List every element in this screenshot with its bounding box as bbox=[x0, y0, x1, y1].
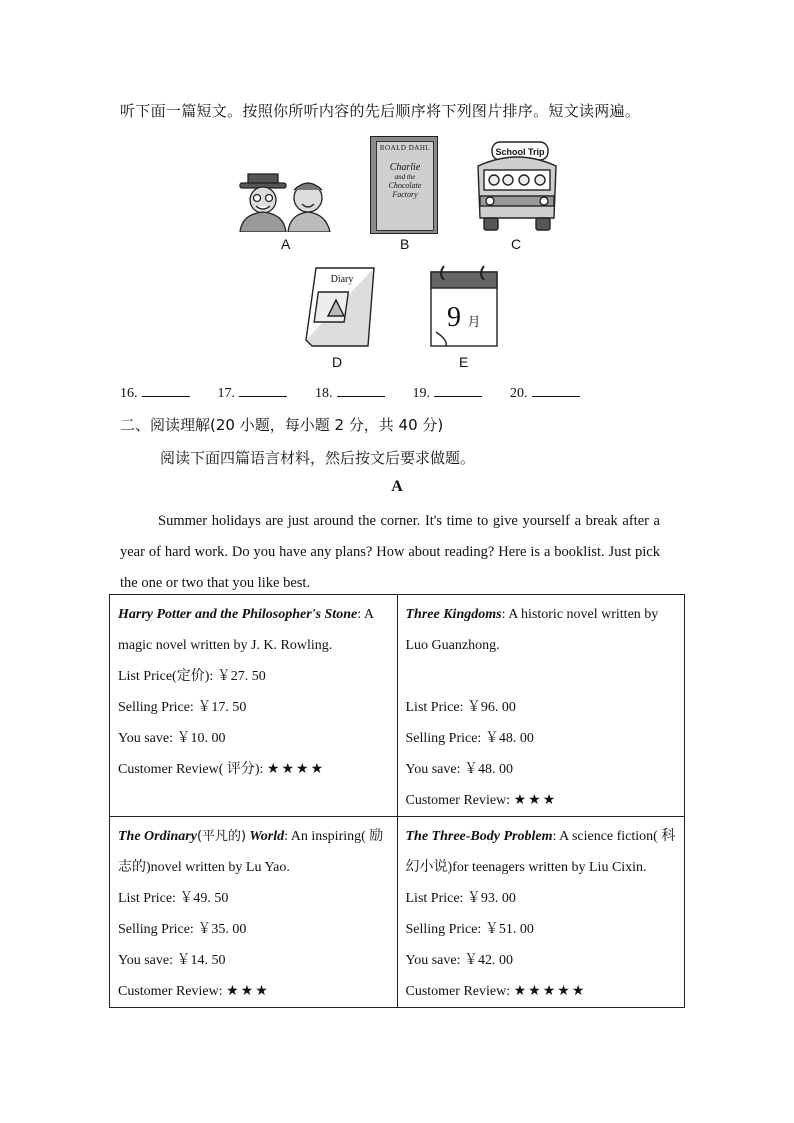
book-description: : An inspiring( 励志的)novel written by Lu Yao. bbox=[118, 829, 384, 875]
picture-label-a: A bbox=[281, 236, 291, 252]
you-save: You save: ￥48. 00 bbox=[405, 762, 513, 777]
book-title: The Ordinary bbox=[118, 829, 197, 844]
customer-review-label: Customer Review: bbox=[118, 984, 223, 999]
answer-blank[interactable]: 19. bbox=[413, 384, 483, 402]
book-title: Harry Potter and the Philosopher's Stone bbox=[118, 607, 358, 622]
book-title-chinese: (平凡的) bbox=[196, 829, 247, 844]
book-author: ROALD DAHL bbox=[379, 144, 431, 152]
list-price: List Price(定价): ￥27. 50 bbox=[118, 669, 266, 684]
book-cell bbox=[110, 817, 398, 1008]
list-price: List Price: ￥49. 50 bbox=[118, 891, 229, 906]
section-heading: 二、阅读理解(20 小题，每小题 2 分，共 40 分) bbox=[120, 416, 444, 434]
customer-review-label: Customer Review( 评分): bbox=[118, 762, 264, 777]
book-title-end: World bbox=[246, 829, 285, 844]
book-description: : A science fiction( 科幻小说)for teenagers written by Liu Cixin. bbox=[405, 829, 676, 875]
book-title-line-4: Factory bbox=[392, 190, 418, 199]
picture-label-d: D bbox=[332, 354, 343, 370]
bus-sign-text: School Trip bbox=[495, 147, 545, 157]
book-title-line-3: Chocolate bbox=[388, 181, 422, 190]
picture-label-e: E bbox=[459, 354, 469, 370]
selling-price: Selling Price: ￥48. 00 bbox=[405, 731, 534, 746]
picture-label-b: B bbox=[400, 236, 410, 252]
selling-price: Selling Price: ￥51. 00 bbox=[405, 922, 534, 937]
booklist-table bbox=[109, 594, 685, 1008]
answer-blank[interactable]: 20. bbox=[510, 384, 580, 402]
book-cell bbox=[110, 595, 398, 817]
book-cell bbox=[397, 817, 685, 1008]
list-price: List Price: ￥96. 00 bbox=[405, 700, 516, 715]
book-cover-picture bbox=[370, 136, 438, 234]
book-description: : A historic novel written by Luo Guanzhong. bbox=[405, 607, 659, 653]
book-title: The Three-Body Problem bbox=[405, 829, 553, 844]
picture-label-c: C bbox=[511, 236, 522, 252]
section-subheading: 阅读下面四篇语言材料，然后按文后要求做题。 bbox=[160, 449, 476, 467]
answer-blank[interactable]: 18. bbox=[315, 384, 385, 402]
list-price: List Price: ￥93. 00 bbox=[405, 891, 516, 906]
rating-stars: ★★★★ bbox=[266, 761, 326, 777]
book-cell bbox=[397, 595, 685, 817]
book-title-line-1: Charlie bbox=[389, 162, 421, 173]
book-description: : A magic novel written by J. K. Rowling. bbox=[118, 607, 374, 653]
rating-stars: ★★★★★ bbox=[513, 983, 587, 999]
passage-title: A bbox=[391, 478, 403, 495]
rating-stars: ★★★ bbox=[226, 983, 270, 999]
you-save: You save: ￥10. 00 bbox=[118, 731, 226, 746]
elderly-couple-picture bbox=[236, 168, 336, 232]
answer-blank[interactable]: 16. bbox=[120, 384, 190, 402]
calendar-month-unit: 月 bbox=[467, 315, 481, 330]
customer-review-label: Customer Review: bbox=[405, 984, 511, 999]
diary-cover-text: Diary bbox=[330, 274, 354, 285]
selling-price: Selling Price: ￥17. 50 bbox=[118, 700, 247, 715]
customer-review-label: Customer Review: bbox=[405, 793, 511, 808]
selling-price: Selling Price: ￥35. 00 bbox=[118, 922, 247, 937]
listening-instruction: 听下面一篇短文。按照你所听内容的先后顺序将下列图片排序。短文读两遍。 bbox=[120, 102, 641, 120]
school-bus-picture bbox=[474, 140, 560, 232]
you-save: You save: ￥14. 50 bbox=[118, 953, 226, 968]
book-title-line-2: and the bbox=[394, 173, 416, 181]
calendar-picture bbox=[428, 262, 500, 350]
diary-picture bbox=[302, 266, 376, 348]
rating-stars: ★★★ bbox=[513, 792, 558, 808]
passage-paragraph: Summer holidays are just around the corner. It's time to give yourself a break after a year of hard work. Do you have any plans? How about reading? Here is a booklist. Just pick the one or two that you like best. bbox=[120, 513, 660, 591]
book-title: Three Kingdoms bbox=[405, 607, 502, 622]
you-save: You save: ￥42. 00 bbox=[405, 953, 513, 968]
answer-blanks bbox=[120, 384, 580, 402]
calendar-date: 9 bbox=[447, 302, 461, 333]
answer-blank[interactable]: 17. bbox=[218, 384, 288, 402]
